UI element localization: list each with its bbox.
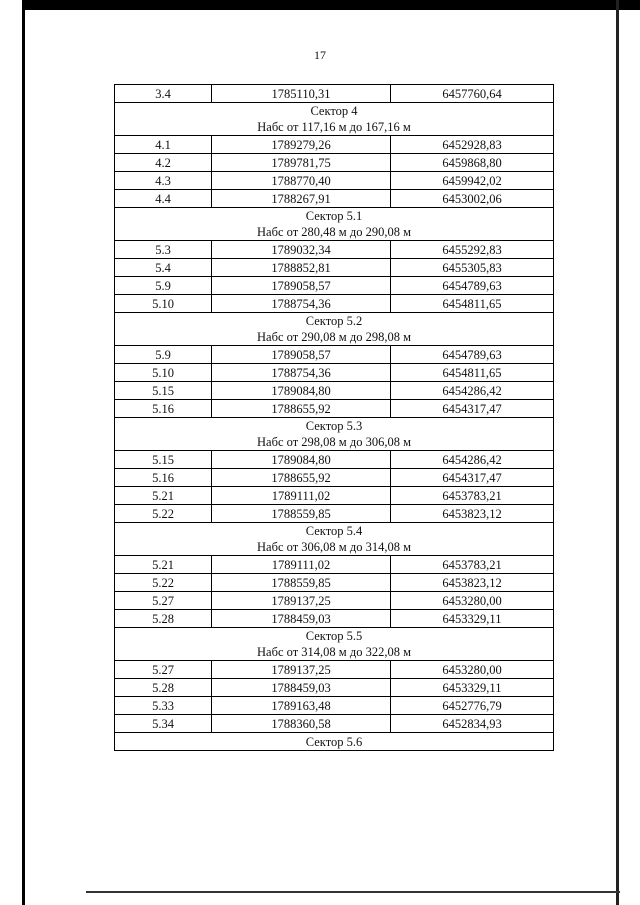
- x-coordinate-cell: 1789032,34: [212, 241, 391, 259]
- sector-height-range: Набс от 298,08 м до 306,08 м: [257, 435, 411, 449]
- table-row: [115, 661, 554, 679]
- point-id-cell: 5.21: [115, 556, 212, 574]
- sector-title: Сектор 5.1: [305, 209, 363, 223]
- y-coordinate-cell: 6454286,42: [391, 451, 554, 469]
- table-row: [115, 679, 554, 697]
- y-coordinate-cell: 6453823,12: [391, 505, 554, 523]
- x-coordinate-cell: 1788559,85: [212, 505, 391, 523]
- y-coordinate-cell: 6457760,64: [391, 85, 554, 103]
- page-border-top: [22, 0, 640, 10]
- y-coordinate-cell: 6454789,63: [391, 346, 554, 364]
- point-id-cell: 5.22: [115, 505, 212, 523]
- point-id-cell: 5.34: [115, 715, 212, 733]
- x-coordinate-cell: 1788655,92: [212, 469, 391, 487]
- table-row: [115, 190, 554, 208]
- point-id-cell: 4.1: [115, 136, 212, 154]
- table-row: [115, 241, 554, 259]
- point-id-cell: 5.27: [115, 592, 212, 610]
- x-coordinate-cell: 1789084,80: [212, 382, 391, 400]
- sector-header: [115, 523, 554, 556]
- y-coordinate-cell: 6452834,93: [391, 715, 554, 733]
- x-coordinate-cell: 1789137,25: [212, 592, 391, 610]
- x-coordinate-cell: 1789163,48: [212, 697, 391, 715]
- table-row: [115, 610, 554, 628]
- sector-height-range: Набс от 306,08 м до 314,08 м: [257, 540, 411, 554]
- table-row: [115, 277, 554, 295]
- table-row: [115, 172, 554, 190]
- y-coordinate-cell: 6453280,00: [391, 661, 554, 679]
- table-row: [115, 295, 554, 313]
- point-id-cell: 4.2: [115, 154, 212, 172]
- point-id-cell: 5.9: [115, 346, 212, 364]
- x-coordinate-cell: 1788770,40: [212, 172, 391, 190]
- x-coordinate-cell: 1788754,36: [212, 364, 391, 382]
- sector-header-row: [115, 418, 554, 451]
- sector-header: [115, 418, 554, 451]
- sector-title: Сектор 5.3: [305, 419, 363, 433]
- y-coordinate-cell: 6453002,06: [391, 190, 554, 208]
- x-coordinate-cell: 1789111,02: [212, 487, 391, 505]
- point-id-cell: 5.21: [115, 487, 212, 505]
- table-row: [115, 556, 554, 574]
- x-coordinate-cell: 1789084,80: [212, 451, 391, 469]
- x-coordinate-cell: 1788559,85: [212, 574, 391, 592]
- y-coordinate-cell: 6452928,83: [391, 136, 554, 154]
- table-row: [115, 400, 554, 418]
- sector-header: [115, 733, 554, 751]
- sector-height-range: Набс от 314,08 м до 322,08 м: [257, 645, 411, 659]
- point-id-cell: 5.15: [115, 382, 212, 400]
- point-id-cell: 4.4: [115, 190, 212, 208]
- sector-header: [115, 103, 554, 136]
- sector-header: [115, 628, 554, 661]
- sector-header-row: [115, 733, 554, 751]
- y-coordinate-cell: 6455305,83: [391, 259, 554, 277]
- point-id-cell: 5.28: [115, 679, 212, 697]
- x-coordinate-cell: 1785110,31: [212, 85, 391, 103]
- x-coordinate-cell: 1789137,25: [212, 661, 391, 679]
- sector-header: [115, 208, 554, 241]
- page-border-right: [616, 0, 619, 905]
- point-id-cell: 5.28: [115, 610, 212, 628]
- x-coordinate-cell: 1789058,57: [212, 346, 391, 364]
- y-coordinate-cell: 6459942,02: [391, 172, 554, 190]
- x-coordinate-cell: 1789279,26: [212, 136, 391, 154]
- x-coordinate-cell: 1788852,81: [212, 259, 391, 277]
- sector-header: [115, 313, 554, 346]
- y-coordinate-cell: 6454811,65: [391, 295, 554, 313]
- y-coordinate-cell: 6452776,79: [391, 697, 554, 715]
- y-coordinate-cell: 6454286,42: [391, 382, 554, 400]
- table-row: [115, 154, 554, 172]
- sector-title: Сектор 5.6: [305, 734, 363, 749]
- sector-height-range: Набс от 290,08 м до 298,08 м: [257, 330, 411, 344]
- point-id-cell: 5.16: [115, 469, 212, 487]
- page-border-left: [22, 0, 25, 905]
- point-id-cell: 5.10: [115, 295, 212, 313]
- page-number: 17: [314, 48, 326, 62]
- point-id-cell: 5.9: [115, 277, 212, 295]
- sector-header-row: [115, 313, 554, 346]
- coordinates-table-body: [115, 85, 554, 751]
- x-coordinate-cell: 1789111,02: [212, 556, 391, 574]
- sector-header-row: [115, 208, 554, 241]
- y-coordinate-cell: 6453329,11: [391, 610, 554, 628]
- y-coordinate-cell: 6453280,00: [391, 592, 554, 610]
- y-coordinate-cell: 6455292,83: [391, 241, 554, 259]
- sector-title: Сектор 5.2: [305, 314, 363, 328]
- table-row: [115, 592, 554, 610]
- table-row: [115, 85, 554, 103]
- coordinates-table: [114, 84, 554, 751]
- x-coordinate-cell: 1788459,03: [212, 610, 391, 628]
- point-id-cell: 5.22: [115, 574, 212, 592]
- table-row: [115, 451, 554, 469]
- y-coordinate-cell: 6453783,21: [391, 556, 554, 574]
- point-id-cell: 5.33: [115, 697, 212, 715]
- table-row: [115, 382, 554, 400]
- y-coordinate-cell: 6454317,47: [391, 469, 554, 487]
- y-coordinate-cell: 6453783,21: [391, 487, 554, 505]
- y-coordinate-cell: 6454811,65: [391, 364, 554, 382]
- y-coordinate-cell: 6453823,12: [391, 574, 554, 592]
- table-row: [115, 259, 554, 277]
- table-row: [115, 574, 554, 592]
- sector-title: Сектор 4: [310, 104, 358, 118]
- sector-title: Сектор 5.5: [305, 629, 363, 643]
- sector-height-range: Набс от 280,48 м до 290,08 м: [257, 225, 411, 239]
- table-row: [115, 487, 554, 505]
- point-id-cell: 5.15: [115, 451, 212, 469]
- sector-header-row: [115, 628, 554, 661]
- sector-title: Сектор 5.4: [305, 524, 363, 538]
- point-id-cell: 5.10: [115, 364, 212, 382]
- table-row: [115, 715, 554, 733]
- x-coordinate-cell: 1788754,36: [212, 295, 391, 313]
- table-row: [115, 505, 554, 523]
- y-coordinate-cell: 6454317,47: [391, 400, 554, 418]
- point-id-cell: 5.27: [115, 661, 212, 679]
- point-id-cell: 5.3: [115, 241, 212, 259]
- point-id-cell: 5.4: [115, 259, 212, 277]
- table-row: [115, 469, 554, 487]
- table-row: [115, 136, 554, 154]
- x-coordinate-cell: 1789058,57: [212, 277, 391, 295]
- sector-header-row: [115, 103, 554, 136]
- point-id-cell: 3.4: [115, 85, 212, 103]
- table-row: [115, 364, 554, 382]
- y-coordinate-cell: 6459868,80: [391, 154, 554, 172]
- y-coordinate-cell: 6453329,11: [391, 679, 554, 697]
- sector-header-row: [115, 523, 554, 556]
- x-coordinate-cell: 1788267,91: [212, 190, 391, 208]
- table-row: [115, 346, 554, 364]
- table-row: [115, 697, 554, 715]
- x-coordinate-cell: 1789781,75: [212, 154, 391, 172]
- y-coordinate-cell: 6454789,63: [391, 277, 554, 295]
- page-border-bottom: [86, 891, 620, 893]
- sector-height-range: Набс от 117,16 м до 167,16 м: [257, 120, 411, 134]
- point-id-cell: 4.3: [115, 172, 212, 190]
- x-coordinate-cell: 1788459,03: [212, 679, 391, 697]
- point-id-cell: 5.16: [115, 400, 212, 418]
- x-coordinate-cell: 1788655,92: [212, 400, 391, 418]
- x-coordinate-cell: 1788360,58: [212, 715, 391, 733]
